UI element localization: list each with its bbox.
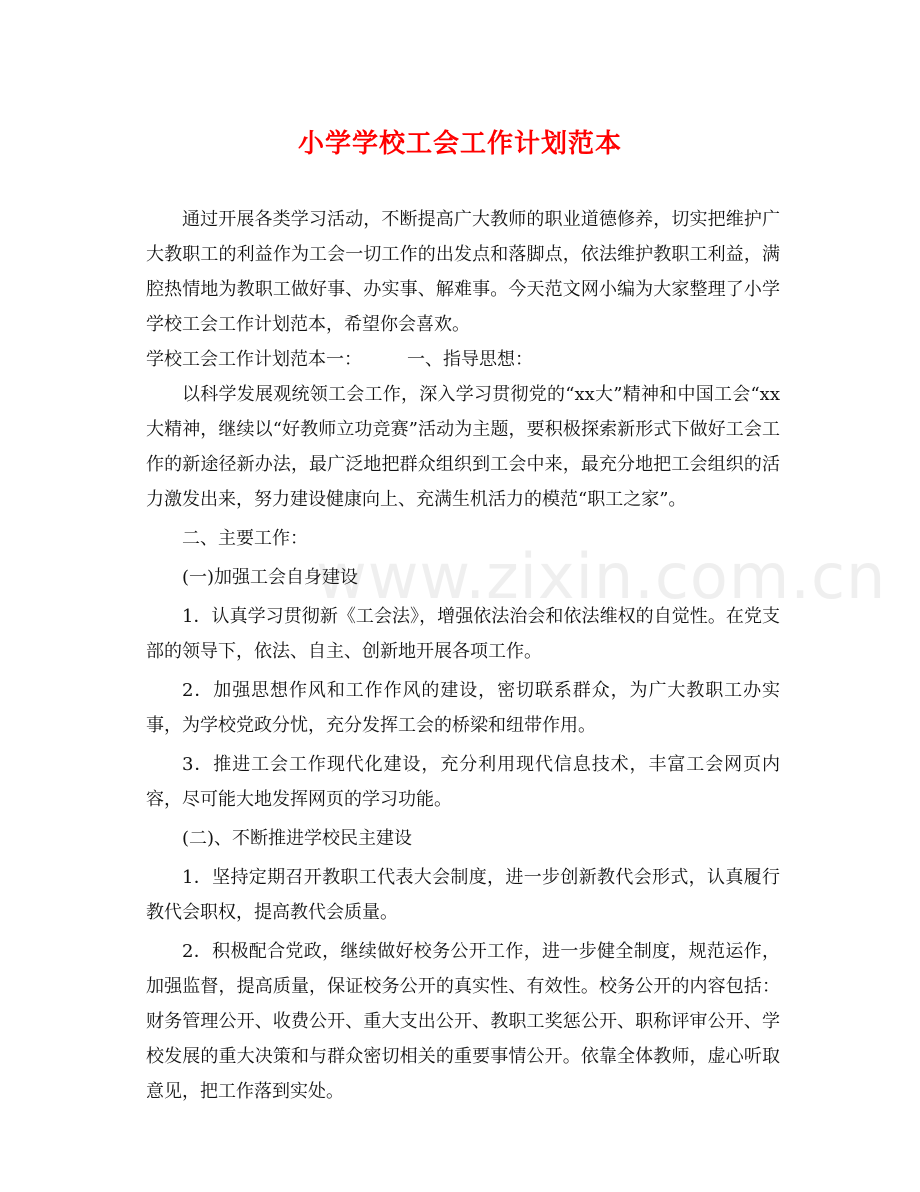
subsection-heading-2: (二)、不断推进学校民主建设 (182, 828, 413, 849)
intro-paragraph: 通过开展各类学习活动，不断提高广大教师的职业道德修养，切实把维护广大教职工的利益作为工会一切工作的出发点和落脚点，依法维护教职工利益，满腔热情地为教职工做好事、办实事、解难事。今天范文网小编为大家整理了小学学校工会工作计划范本，希望你会喜欢。 (146, 209, 780, 335)
list-item-1-2: 2．加强思想作风和工作作风的建设，密切联系群众，为广大教职工办实事，为学校党政分忧，充分发挥工会的桥梁和纽带作用。 (146, 680, 780, 736)
subsection-heading-1: (一)加强工会自身建设 (182, 567, 359, 588)
list-item-2-1: 1．坚持定期召开教职工代表大会制度，进一步创新教代会形式，认真履行教代会职权，提高教代会质量。 (146, 867, 780, 923)
section-heading-line: 学校工会工作计划范本一： 一、指导思想： (146, 349, 533, 370)
list-item-2-2: 2．积极配合党政，继续做好校务公开工作，进一步健全制度，规范运作，加强监督，提高质量，保证校务公开的真实性、有效性。校务公开的内容包括：财务管理公开、收费公开、重大支出公开、教职工奖惩公开、职称评审公开、学校发展的重大决策和与群众密切相关的重要事情公开。依靠全体教师，虚心听取意见，把工作落到实处。 (146, 941, 780, 1102)
watermark: www.zixin.com.cn (316, 540, 887, 613)
document-body (146, 202, 780, 1109)
guiding-thought-paragraph: 以科学发展观统领工会工作，深入学习贯彻党的“xx大”精神和中国工会“xx大精神，继续以“好教师立功竞赛”活动为主题，要积极探索新形式下做好工会工作的新途径新办法，最广泛地把群众组织到工会中来，最充分地把工会组织的活力激发出来，努力建设健康向上、充满生机活力的模范“职工之家”。 (146, 384, 780, 510)
list-item-1-3: 3．推进工会工作现代化建设，充分利用现代信息技术，丰富工会网页内容，尽可能大地发挥网页的学习功能。 (146, 754, 780, 810)
list-item-1-1: 1．认真学习贯彻新《工会法》，增强依法治会和依法维权的自觉性。在党支部的领导下，依法、自主、创新地开展各项工作。 (146, 606, 780, 662)
document-title: 小学学校工会工作计划范本 (297, 129, 622, 159)
main-work-heading: 二、主要工作： (182, 528, 308, 549)
